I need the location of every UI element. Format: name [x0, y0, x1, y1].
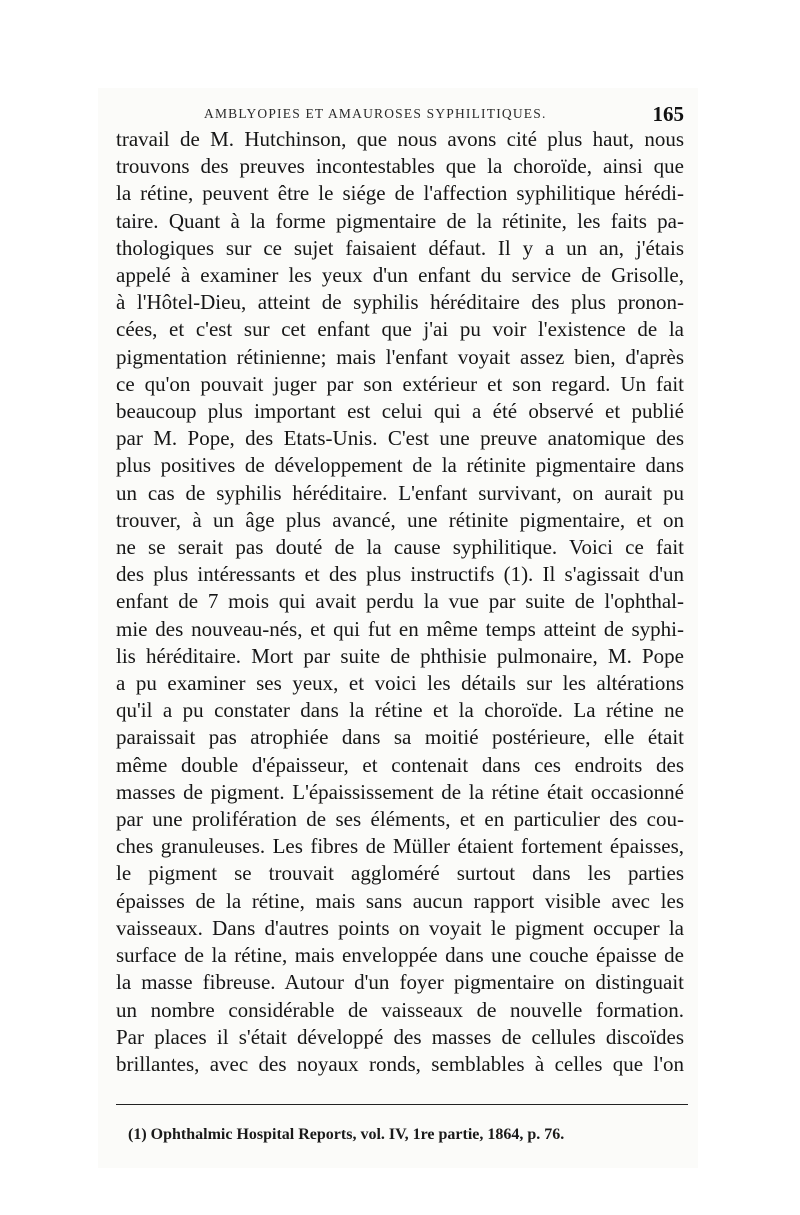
- text-line: a pu examiner ses yeux, et voici les détails sur les altérations: [116, 671, 684, 696]
- text-line: surface de la rétine, mais enveloppée dans une couche épaisse de: [116, 943, 684, 968]
- text-line: Par places il s'était développé des masses de cellules discoïdes: [116, 1024, 684, 1049]
- footnote-rule: [116, 1104, 688, 1105]
- text-line: un nombre considérable de vaisseaux de nouvelle formation.: [116, 997, 684, 1022]
- text-line: qu'il a pu constater dans la rétine et la choroïde. La rétine ne: [116, 698, 684, 723]
- book-page: [98, 88, 698, 1168]
- text-line: brillantes, avec des noyaux ronds, semblables à celles que l'on: [116, 1051, 684, 1076]
- text-line: appelé à examiner les yeux d'un enfant du service de Grisolle,: [116, 263, 684, 288]
- text-line: ches granuleuses. Les fibres de Müller étaient fortement épaisses,: [116, 834, 684, 859]
- text-line: par M. Pope, des Etats-Unis. C'est une preuve anatomique des: [116, 426, 684, 451]
- text-line: à l'Hôtel-Dieu, atteint de syphilis héréditaire des plus pronon-: [116, 290, 684, 315]
- text-line: vaisseaux. Dans d'autres points on voyait le pigment occuper la: [116, 915, 684, 940]
- text-line: pigmentation rétinienne; mais l'enfant voyait assez bien, d'après: [116, 344, 684, 369]
- text-line: lis héréditaire. Mort par suite de phthisie pulmonaire, M. Pope: [116, 643, 684, 668]
- page-header: [98, 102, 684, 126]
- text-line: la masse fibreuse. Autour d'un foyer pigmentaire on distinguait: [116, 970, 684, 995]
- text-line: thologiques sur ce sujet faisaient défaut. Il y a un an, j'étais: [116, 235, 684, 260]
- page-number: 165: [652, 102, 684, 126]
- text-line: masses de pigment. L'épaississement de la rétine était occasionné: [116, 779, 684, 804]
- text-line: trouvons des preuves incontestables que la choroïde, ainsi que: [116, 154, 684, 179]
- text-line: taire. Quant à la forme pigmentaire de la rétinite, les faits pa-: [116, 208, 684, 233]
- text-line: travail de M. Hutchinson, que nous avons cité plus haut, nous: [116, 127, 684, 151]
- text-line: le pigment se trouvait aggloméré surtout dans les parties: [116, 861, 684, 886]
- text-line: paraissait pas atrophiée dans sa moitié postérieure, elle était: [116, 725, 684, 750]
- text-line: enfant de 7 mois qui avait perdu la vue par suite de l'ophthal-: [116, 589, 684, 614]
- text-line: un cas de syphilis héréditaire. L'enfant survivant, on aurait pu: [116, 480, 684, 505]
- footnote: (1) Ophthalmic Hospital Reports, vol. IV, 1re partie, 1864, p. 76.: [128, 1126, 565, 1143]
- running-head: AMBLYOPIES ET AMAUROSES SYPHILITIQUES.: [204, 106, 547, 121]
- text-line: des plus intéressants et des plus instructifs (1). Il s'agissait d'un: [116, 562, 684, 587]
- body-text: [116, 126, 684, 1078]
- text-line: mie des nouveau-nés, et qui fut en même temps atteint de syphi-: [116, 616, 684, 641]
- text-line: épaisses de la rétine, mais sans aucun rapport visible avec les: [116, 888, 684, 913]
- text-line: ce qu'on pouvait juger par son extérieur et son regard. Un fait: [116, 371, 684, 396]
- text-line: ne se serait pas douté de la cause syphilitique. Voici ce fait: [116, 535, 684, 560]
- text-line: cées, et c'est sur cet enfant que j'ai pu voir l'existence de la: [116, 317, 684, 342]
- text-line: par une prolifération de ses éléments, et en particulier des cou-: [116, 807, 684, 832]
- text-line: beaucoup plus important est celui qui a été observé et publié: [116, 399, 684, 424]
- text-line: la rétine, peuvent être le siége de l'affection syphilitique hérédi-: [116, 181, 684, 206]
- text-line: plus positives de développement de la rétinite pigmentaire dans: [116, 453, 684, 478]
- text-line: même double d'épaisseur, et contenait dans ces endroits des: [116, 752, 684, 777]
- text-line: trouver, à un âge plus avancé, une rétinite pigmentaire, et on: [116, 507, 684, 532]
